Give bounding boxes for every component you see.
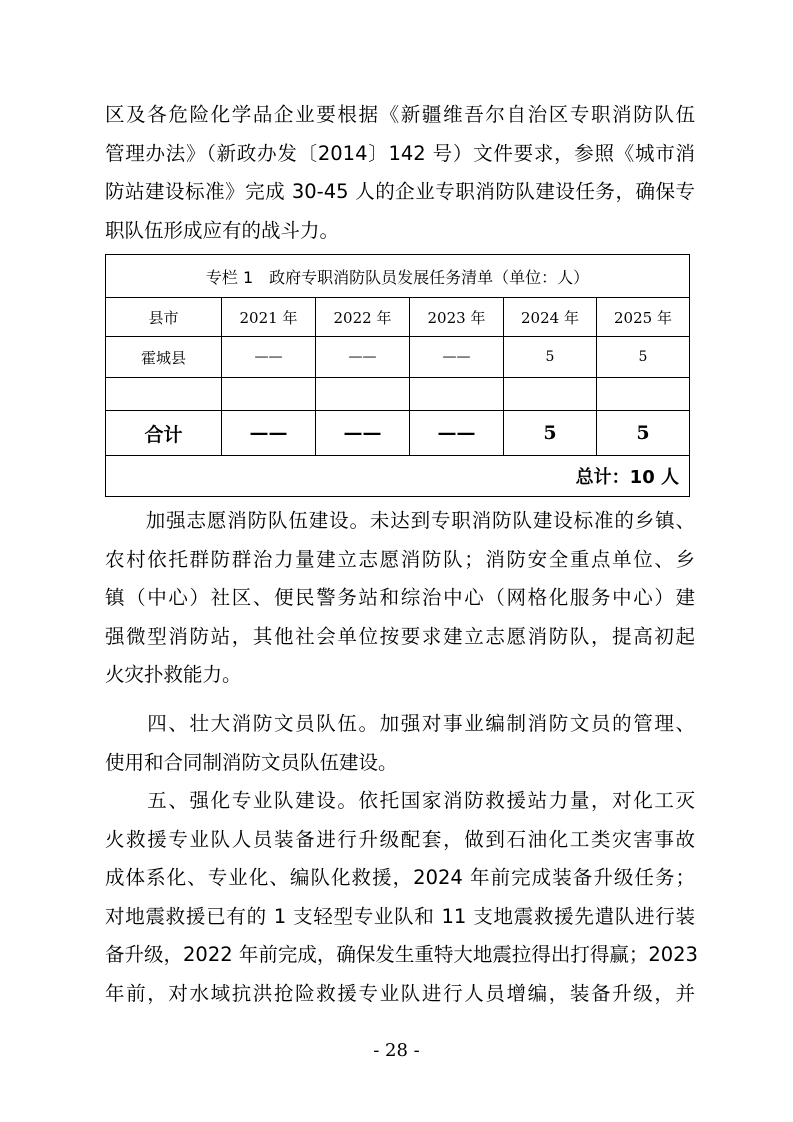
- text-line: 对地震救援已有的 1 支轻型专业队和 11 支地震救援先遣队进行装: [105, 904, 695, 928]
- table-row: [106, 337, 690, 378]
- table-total: 总计：10 人: [106, 456, 690, 497]
- text-line: 五、强化专业队建设。依托国家消防救援站力量，对化工灭: [105, 789, 695, 812]
- table-cell: [316, 378, 410, 411]
- page-number: - 28 -: [373, 1040, 420, 1061]
- text-line: 加强志愿消防队伍建设。未达到专职消防队建设标准的乡镇、: [105, 509, 695, 532]
- table-cell: 5: [597, 337, 690, 378]
- table-cell: ——: [316, 337, 410, 378]
- table-sum-row: [106, 411, 690, 456]
- text-line: 职队伍形成应有的战斗力。: [105, 218, 340, 242]
- header-cell: 2021 年: [222, 298, 316, 337]
- text-line: 强微型消防站，其他社会单位按要求建立志愿消防队，提高初起: [105, 624, 695, 648]
- fire-team-task-table: [105, 254, 690, 497]
- table-cell: ——: [222, 337, 316, 378]
- table-cell: 合计: [106, 411, 222, 456]
- table-cell: [504, 378, 597, 411]
- text-line: 镇（中心）社区、便民警务站和综治中心（网格化服务中心）建: [105, 586, 695, 609]
- table-cell: [106, 378, 222, 411]
- text-line: 农村依托群防群治力量建立志愿消防队；消防安全重点单位、乡: [105, 547, 695, 571]
- table-caption: 专栏 1 政府专职消防队员发展任务清单（单位：人）: [106, 255, 690, 298]
- text-line: 区及各危险化学品企业要根据《新疆维吾尔自治区专职消防队伍: [105, 103, 695, 126]
- paragraph-civilian-staff: [105, 705, 695, 782]
- table-cell: ——: [316, 411, 410, 456]
- table-cell: 5: [504, 337, 597, 378]
- header-cell: 县市: [106, 298, 222, 337]
- table-cell: ——: [410, 337, 504, 378]
- text-line: 使用和合同制消防文员队伍建设。: [105, 750, 398, 774]
- text-line: 防站建设标准》完成 30-45 人的企业专职消防队建设任务，确保专: [105, 180, 695, 203]
- table-cell: [222, 378, 316, 411]
- text-line: 成体系化、专业化、编队化救援，2024 年前完成装备升级任务；: [105, 866, 695, 889]
- paragraph-fire-team-standard: [105, 96, 695, 250]
- table-cell: ——: [410, 411, 504, 456]
- table-cell: 霍城县: [106, 337, 222, 378]
- paragraph-specialized-teams: [105, 782, 698, 1013]
- table-cell: [597, 378, 690, 411]
- table-cell: 5: [504, 411, 597, 456]
- table-header-row: [106, 298, 690, 337]
- table-row: [106, 378, 690, 411]
- text-line: 火灾扑救能力。: [105, 663, 242, 686]
- table-cell: [410, 378, 504, 411]
- text-line: 管理办法》（新政办发〔2014〕142 号）文件要求，参照《城市消: [105, 141, 695, 165]
- text-line: 备升级，2022 年前完成，确保发生重特大地震拉得出打得赢；2023: [105, 943, 698, 966]
- text-line: 火救援专业队人员装备进行升级配套，做到石油化工类灾害事故: [105, 827, 695, 851]
- header-cell: 2022 年: [316, 298, 410, 337]
- header-cell: 2023 年: [410, 298, 504, 337]
- text-line: 年前，对水域抗洪抢险救援专业队进行人员增编，装备升级，并: [105, 981, 695, 1005]
- text-line: 四、壮大消防文员队伍。加强对事业编制消防文员的管理、: [105, 712, 695, 735]
- header-cell: 2025 年: [597, 298, 690, 337]
- table-cell: 5: [597, 411, 690, 456]
- table-cell: ——: [222, 411, 316, 456]
- header-cell: 2024 年: [504, 298, 597, 337]
- paragraph-volunteer-teams: [105, 502, 695, 695]
